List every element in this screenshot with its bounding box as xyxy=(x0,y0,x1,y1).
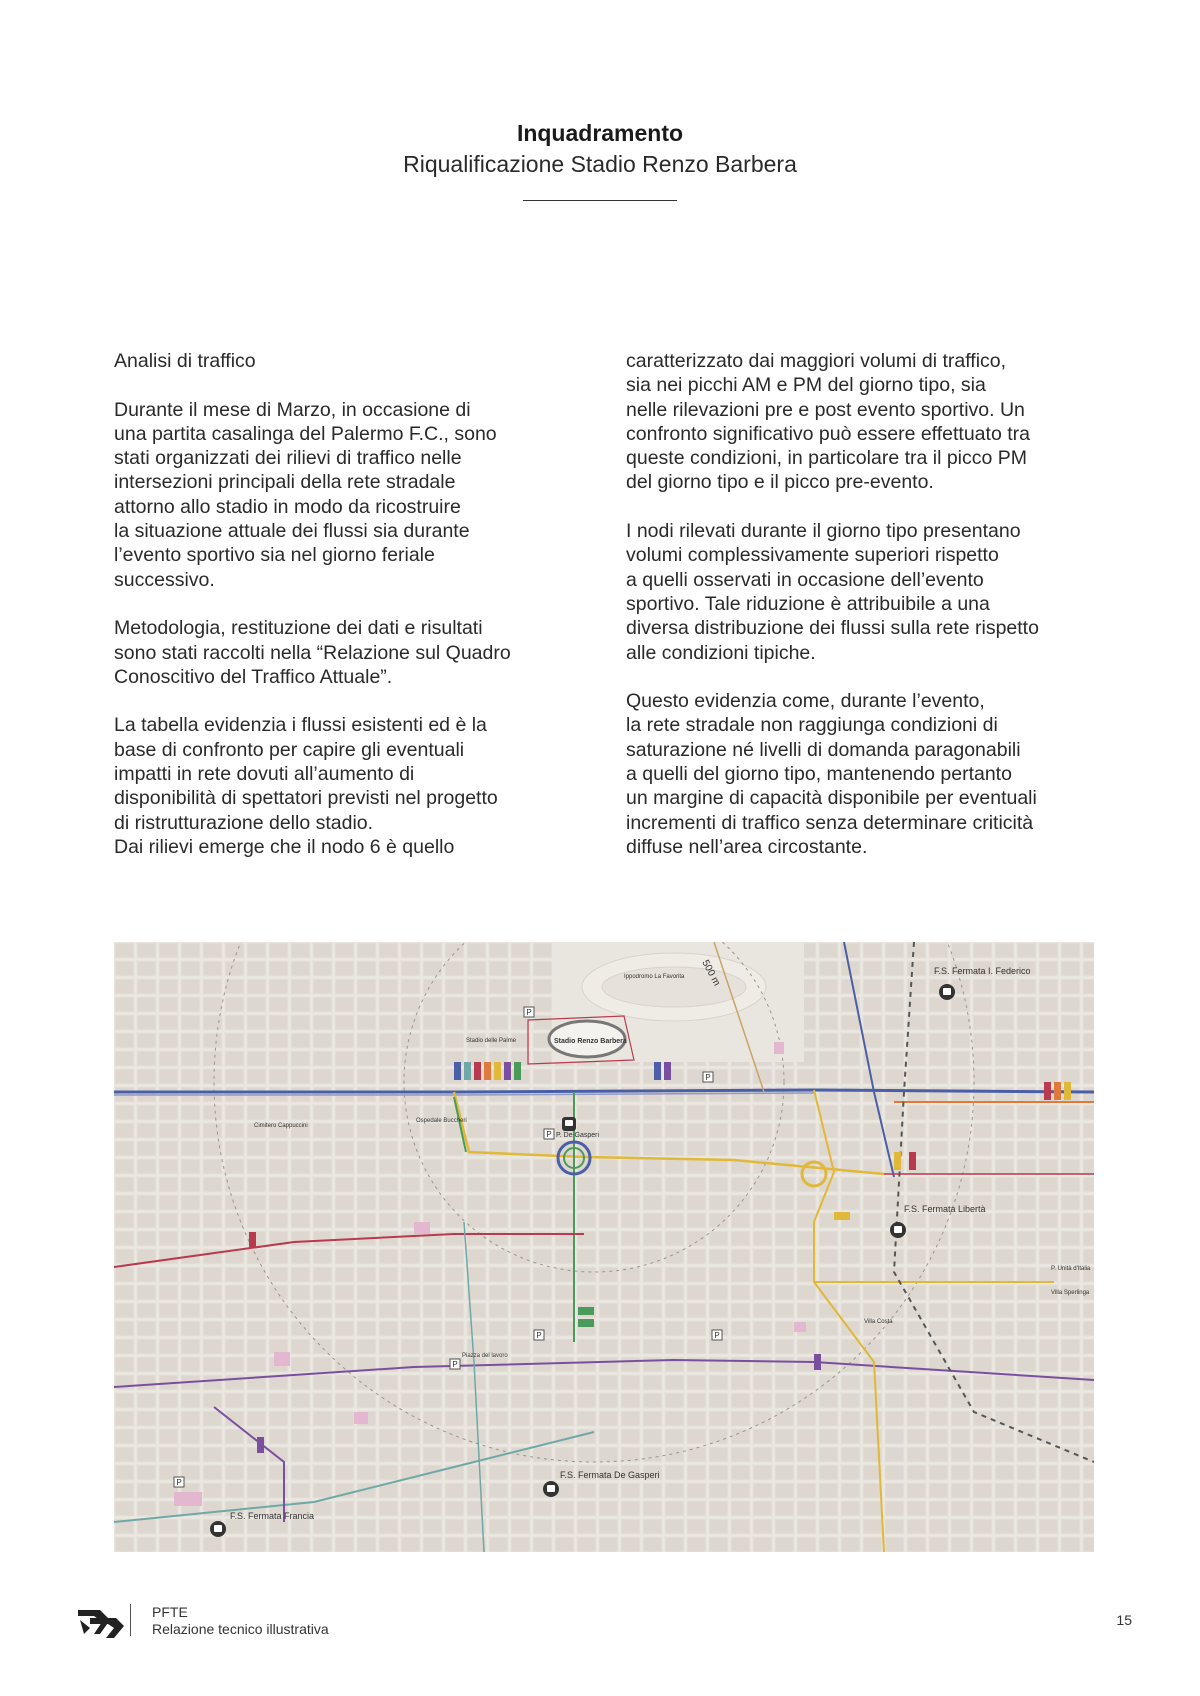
page-subtitle: Riqualificazione Stadio Renzo Barbera xyxy=(403,151,797,177)
station-label: F.S. Fermata I. Federico xyxy=(934,966,1031,976)
station-label: F.S. Fermata Francia xyxy=(230,1511,315,1521)
page-title: Inquadramento xyxy=(516,120,684,146)
paragraph: Questo evidenzia come, durante l’evento, la rete stradale non raggiunga condizioni di saturazione né livelli di domanda paragonabili a quelli del giorno tipo, mantenendo pertanto un margine di capacità disponibile per eventuali incrementi di traffico senza determinare criticità diffuse nell’area circostante. xyxy=(626,690,1037,858)
paragraph: La tabella evidenzia i flussi esistenti ed è la base di confronto per capire gli eventuali impatti in rete dovuti all’aumento di disponibilità di spettatori previsti nel progetto di ristrutturazione dello stadio. Dai rilievi emerge che il nodo 6 è quello xyxy=(114,714,498,858)
parking-icon: P xyxy=(546,1130,552,1139)
footer-text xyxy=(152,1604,329,1638)
map-label: P. Unità d'Italia xyxy=(1051,1266,1091,1272)
map-label: Ippodromo La Favorita xyxy=(624,974,685,980)
parking-icon: P xyxy=(536,1331,542,1340)
logo-icon xyxy=(76,1604,126,1640)
parking-icon: P xyxy=(705,1073,711,1082)
parking-icon: P xyxy=(526,1008,532,1017)
traffic-map xyxy=(114,942,1094,1552)
footer-line-1: PFTE xyxy=(152,1604,188,1620)
map-label: Piazza del lavoro xyxy=(462,1353,508,1359)
footer-line-2: Relazione tecnico illustrativa xyxy=(152,1621,329,1637)
page-header xyxy=(0,118,1200,201)
paragraph: caratterizzato dai maggiori volumi di traffico, sia nei picchi AM e PM del giorno tipo, sia nelle rilevazioni pre e post evento sportivo. Un confronto significativo può essere effettuato tra queste condizioni, in particolare tra il picco PM del giorno tipo e il picco pre-evento. xyxy=(626,350,1030,494)
text-column-left xyxy=(114,349,594,884)
map-label: Stadio delle Palme xyxy=(466,1038,517,1044)
paragraph: Metodologia, restituzione dei dati e risultati sono stati raccolti nella “Relazione sul Quadro Conoscitivo del Traffico Attuale”. xyxy=(114,617,511,688)
map-label: P. De Gasperi xyxy=(556,1132,600,1139)
parking-icon: P xyxy=(714,1331,720,1340)
parking-icon: P xyxy=(176,1478,182,1487)
section-heading: Analisi di traffico xyxy=(114,350,256,372)
paragraph: I nodi rilevati durante il giorno tipo presentano volumi complessivamente superiori rispetto a quelli osservati in occasione dell’evento sportivo. Tale riduzione è attribuibile a una diversa distribuzione dei flussi sulla rete rispetto alle condizioni tipiche. xyxy=(626,520,1039,664)
footer-divider xyxy=(130,1604,131,1636)
map-label: Ospedale Buccheri xyxy=(416,1118,467,1124)
text-column-right xyxy=(626,349,1116,884)
parking-icon: P xyxy=(452,1360,458,1369)
stadium-label: Stadio Renzo Barbera xyxy=(554,1038,627,1045)
map-label: Cimitero Cappuccini xyxy=(254,1123,308,1129)
station-label: F.S. Fermata Libertà xyxy=(904,1204,986,1214)
radius-label: 500 m xyxy=(699,958,723,988)
map-label: Villa Costa xyxy=(864,1319,893,1325)
header-divider xyxy=(523,200,677,201)
map-label: Villa Sperlinga xyxy=(1051,1290,1090,1296)
station-label: F.S. Fermata De Gasperi xyxy=(560,1470,660,1480)
paragraph: Durante il mese di Marzo, in occasione di una partita casalinga del Palermo F.C., sono stati organizzati dei rilievi di traffico nelle intersezioni principali della rete stradale attorno allo stadio in modo da ricostruire la situazione attuale dei flussi sia durante l’evento sportivo sia nel giorno feriale successivo. xyxy=(114,398,497,591)
page-number: 15 xyxy=(1116,1612,1132,1628)
